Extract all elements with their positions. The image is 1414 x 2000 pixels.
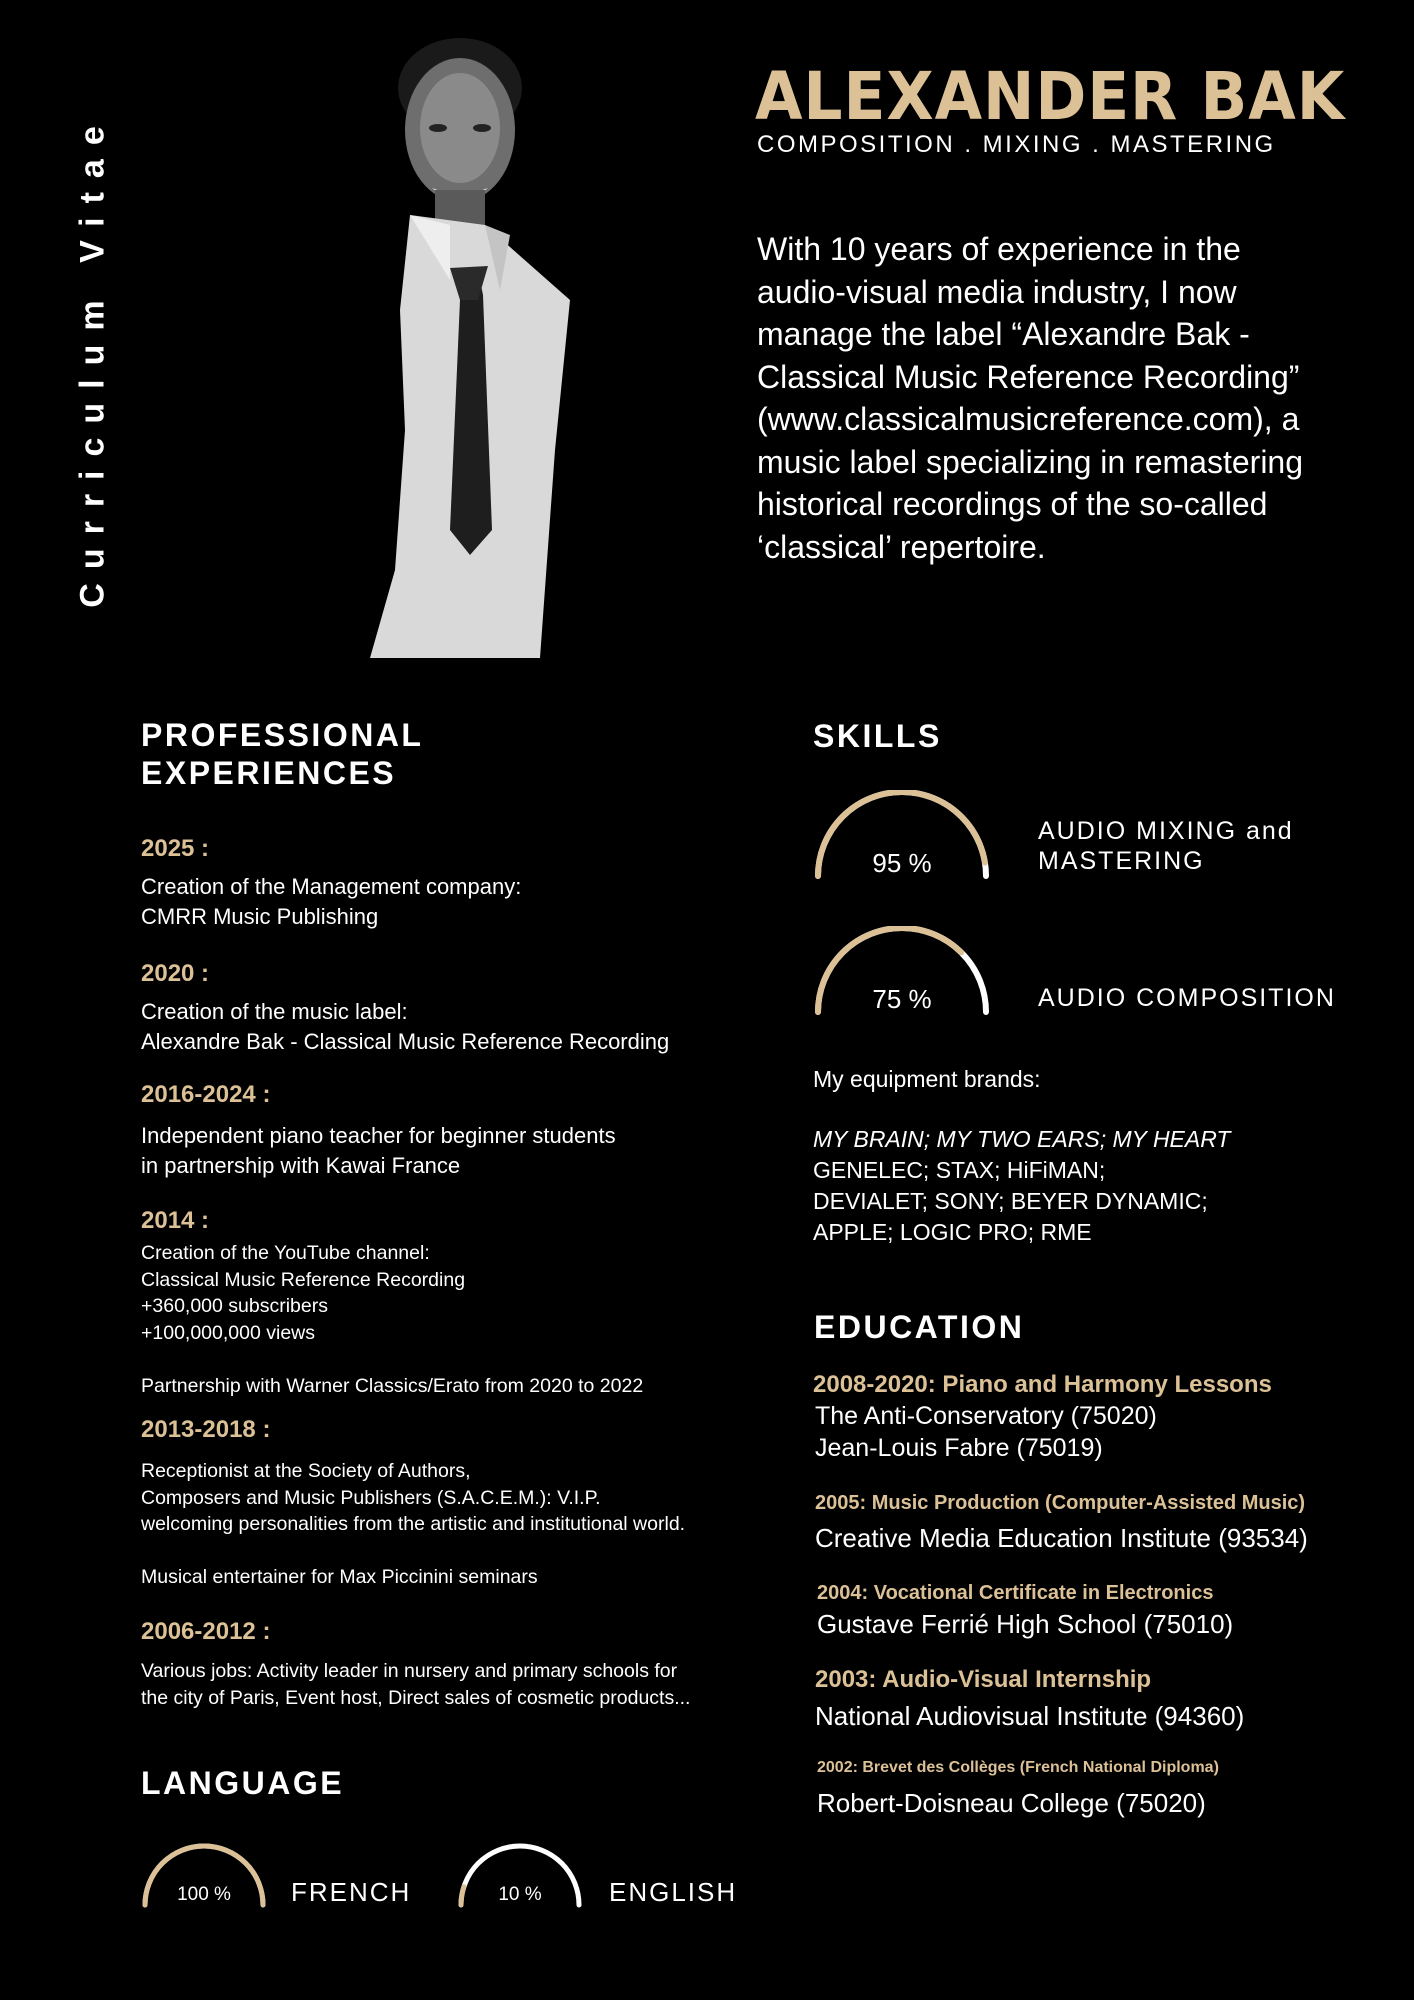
brands-list: GENELEC; STAX; HiFiMAN; DEVIALET; SONY; BEYER DYNAMIC; APPLE; LOGIC PRO; RME [813,1157,1208,1245]
edu-year: 2008-2020: Piano and Harmony Lessons [813,1371,1272,1398]
side-title: Curriculum Vitae [73,112,112,608]
brands-block [813,1124,1230,1248]
skill-percent: 75 % [872,984,932,1014]
language-percent: 100 % [177,1884,231,1905]
exp-year: 2020 : [141,960,210,987]
exp-year: 2025 : [141,835,210,862]
edu-school: Robert-Doisneau College (75020) [817,1788,1206,1818]
tagline: COMPOSITION . MIXING . MASTERING [757,131,1276,158]
exp-year: 2014 : [141,1207,210,1234]
experiences-heading: PROFESSIONAL EXPERIENCES [141,717,423,791]
edu-school: The Anti-Conservatory (75020) Jean-Louis Fabre (75019) [815,1402,1157,1462]
edu-year: 2005: Music Production (Computer-Assisted Music) [815,1492,1306,1514]
exp-text: Various jobs: Activity leader in nursery and primary schools for the city of Paris, Event host, Direct sales of cosmetic products... [141,1660,691,1709]
edu-school: Gustave Ferrié High School (75010) [817,1609,1234,1639]
brands-title: My equipment brands: [813,1066,1041,1092]
exp-text: Independent piano teacher for beginner students in partnership with Kawai France [141,1123,616,1178]
skill-name: AUDIO MIXING and MASTERING [1038,817,1294,875]
edu-year: 2003: Audio-Visual Internship [815,1666,1152,1693]
exp-text: Receptionist at the Society of Authors, Composers and Music Publishers (S.A.C.E.M.): V.I.P. welcoming personalities from the artistic and institutional world. Musical entertainer for Max Piccinini seminars [141,1460,686,1588]
exp-year: 2013-2018 : [141,1416,271,1443]
exp-year: 2016-2024 : [141,1081,271,1108]
language-heading: LANGUAGE [141,1765,345,1801]
edu-school: Creative Media Education Institute (93534) [815,1523,1308,1553]
education-heading: EDUCATION [814,1309,1025,1345]
exp-text: Creation of the music label: Alexandre Bak - Classical Music Reference Recording [141,999,670,1054]
brands-italic: MY BRAIN; MY TWO EARS; MY HEART [813,1126,1231,1152]
intro-paragraph: With 10 years of experience in the audio-visual media industry, I now manage the label “Alexandre Bak - Classical Music Reference Recording” (www.classicalmusicreference.com), a music label specializing in remastering historical recordings of the so-called ‘classical’ repertoire. [757,231,1304,565]
skill-name: AUDIO COMPOSITION [1038,984,1336,1012]
exp-text: Creation of the Management company: CMRR Music Publishing [141,874,522,929]
skills-heading: SKILLS [813,718,942,754]
name-heading: ALEXANDER BAK [755,58,1346,135]
portrait-photo [300,10,600,670]
language-name: ENGLISH [609,1877,738,1907]
language-percent: 10 % [498,1884,542,1905]
exp-text: Creation of the YouTube channel: Classical Music Reference Recording +360,000 subscribers +100,000,000 views Partnership with Warner Classics/Erato from 2020 to 2022 [141,1242,644,1397]
edu-year: 2004: Vocational Certificate in Electronics [817,1582,1214,1604]
language-name: FRENCH [291,1877,412,1907]
edu-year: 2002: Brevet des Collèges (French National Diploma) [817,1759,1219,1776]
edu-school: National Audiovisual Institute (94360) [815,1701,1245,1731]
exp-year: 2006-2012 : [141,1618,271,1645]
skill-percent: 95 % [872,848,932,878]
